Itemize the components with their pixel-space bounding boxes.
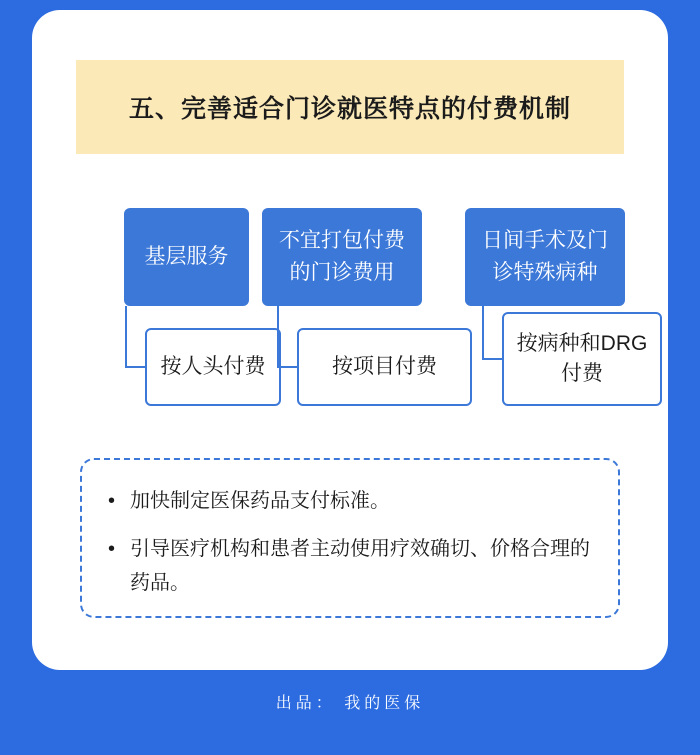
connector-line-2 bbox=[277, 306, 299, 368]
flow-node-per-capita-payment: 按人头付费 bbox=[145, 328, 281, 406]
title-banner bbox=[76, 60, 624, 154]
page-title: 五、完善适合门诊就医特点的付费机制 bbox=[128, 95, 571, 123]
note-text-2: 引导医疗机构和患者主动使用疗效确切、价格合理的药品。 bbox=[130, 538, 590, 594]
list-item bbox=[108, 532, 592, 600]
flow-node-non-bundled-outpatient: 不宜打包付费的门诊费用 bbox=[262, 208, 422, 306]
flow-node-basic-service: 基层服务 bbox=[124, 208, 249, 306]
notes-box bbox=[80, 458, 620, 618]
flow-node-fee-for-service: 按项目付费 bbox=[297, 328, 472, 406]
bullet-icon: • bbox=[108, 538, 116, 560]
flow-diagram bbox=[32, 208, 668, 428]
connector-line-1 bbox=[125, 306, 147, 368]
connector-line-3 bbox=[482, 306, 504, 360]
bullet-icon: • bbox=[108, 490, 116, 512]
flow-node-day-surgery-special: 日间手术及门诊特殊病种 bbox=[465, 208, 625, 306]
content-card bbox=[32, 10, 668, 670]
note-text-1: 加快制定医保药品支付标准。 bbox=[130, 490, 390, 512]
flow-node-drg-payment: 按病种和DRG付费 bbox=[502, 312, 662, 406]
footer-credit: 出品： 我的医保 bbox=[275, 695, 425, 712]
list-item bbox=[108, 484, 592, 518]
